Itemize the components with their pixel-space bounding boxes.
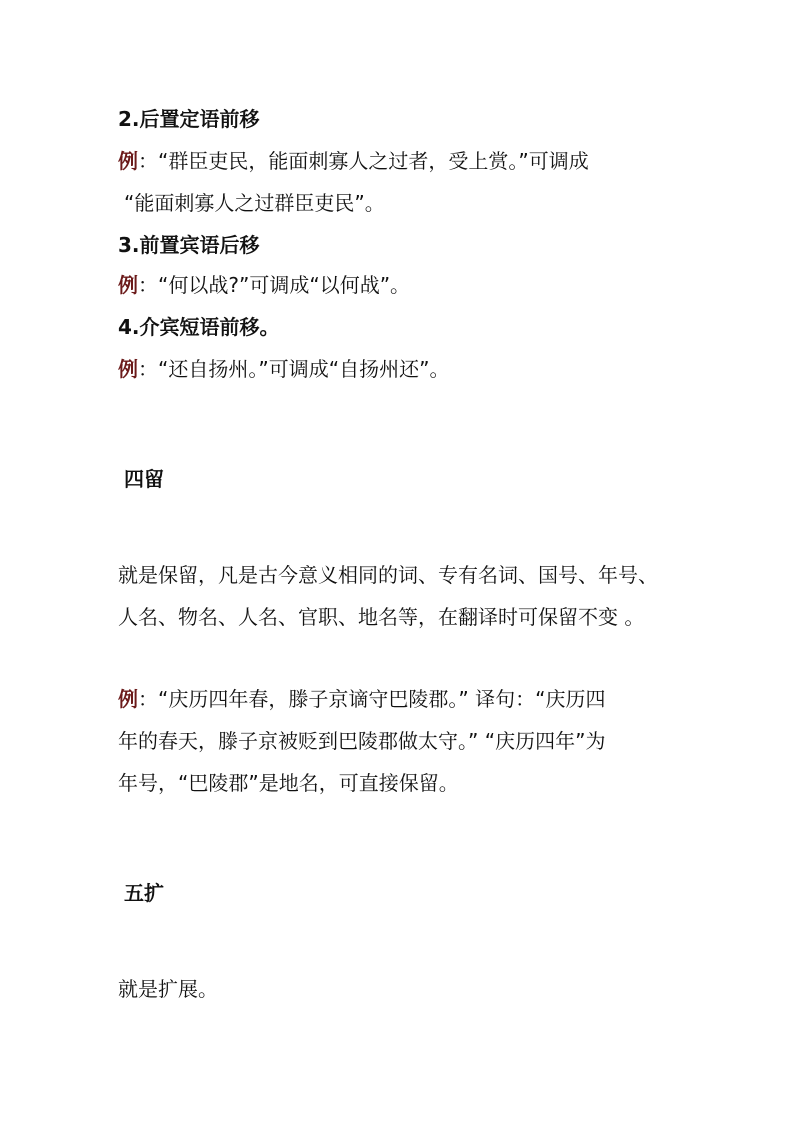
- example-colon: ：: [138, 149, 158, 173]
- kuo-paragraph-line-1: 就是扩展。: [118, 977, 218, 1001]
- example-text: “庆历四年春，滕子京谪守巴陵郡。” 译句：“庆历四: [158, 687, 606, 711]
- example-colon: ：: [138, 273, 158, 297]
- section-3-example-line-1: [118, 272, 410, 298]
- example-label: 例: [118, 687, 138, 711]
- section-3-title: 3.前置宾语后移: [118, 233, 260, 257]
- section-2-example-line-1: [118, 148, 589, 174]
- example-label: 例: [118, 357, 138, 381]
- example-colon: ：: [138, 687, 158, 711]
- liu-example-line-2: 年的春天，滕子京被贬到巴陵郡做太守。” “庆历四年”为: [118, 729, 606, 753]
- section-2-example-line-2: “能面刺寡人之过群臣吏民”。: [124, 191, 385, 215]
- example-text: “还自扬州。”可调成“自扬州还”。: [158, 357, 450, 381]
- liu-paragraph-line-1: 就是保留，凡是古今意义相同的词、专有名词、国号、年号、: [118, 563, 658, 587]
- example-colon: ：: [138, 357, 158, 381]
- section-2-title: 2.后置定语前移: [118, 107, 260, 131]
- example-label: 例: [118, 273, 138, 297]
- liu-heading: 四留: [124, 467, 164, 491]
- kuo-heading: 五扩: [124, 881, 164, 905]
- section-4-title: 4.介宾短语前移。: [118, 315, 280, 339]
- liu-paragraph-line-2: 人名、物名、人名、官职、地名等，在翻译时可保留不变 。: [118, 605, 645, 629]
- example-text: “群臣吏民，能面刺寡人之过者，受上赏。”可调成: [158, 149, 589, 173]
- liu-example-line-3: 年号，“巴陵郡”是地名，可直接保留。: [118, 771, 459, 795]
- example-text: “何以战?”可调成“以何战”。: [158, 273, 411, 297]
- example-label: 例: [118, 149, 138, 173]
- section-4-example-line-1: [118, 356, 449, 382]
- liu-example-line-1: [118, 686, 605, 712]
